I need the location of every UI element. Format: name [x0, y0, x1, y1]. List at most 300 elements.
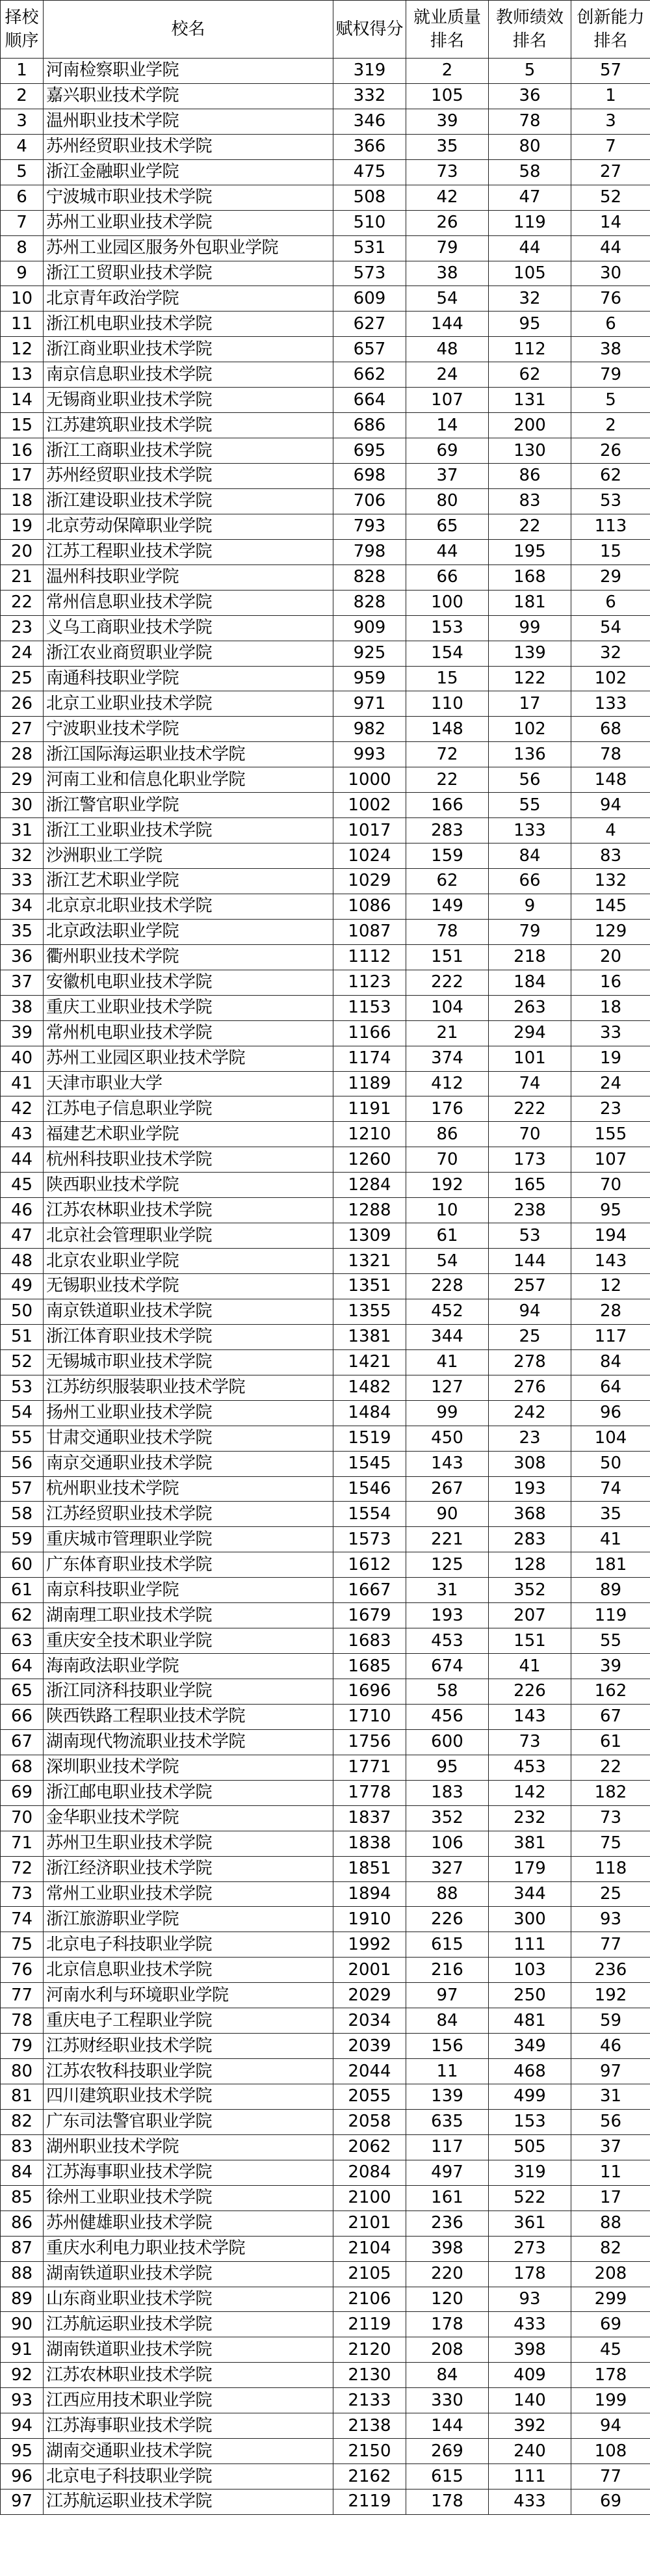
innovation-rank-cell: 208: [571, 2261, 650, 2287]
score-cell: 1309: [333, 1223, 406, 1249]
table-row: [1, 717, 650, 742]
table-row: [1, 1502, 650, 1527]
rank-cell: 15: [1, 413, 44, 438]
employment-rank-cell: 84: [406, 2363, 489, 2388]
innovation-rank-cell: 68: [571, 717, 650, 742]
rank-cell: 3: [1, 109, 44, 134]
employment-rank-cell: 78: [406, 919, 489, 944]
teacher-rank-cell: 103: [489, 1958, 571, 1983]
score-cell: 1210: [333, 1122, 406, 1147]
school-name-cell: 湖南现代物流职业技术学院: [44, 1729, 333, 1755]
teacher-rank-cell: 25: [489, 1324, 571, 1349]
score-cell: 2055: [333, 2084, 406, 2110]
school-name-cell: 深圳职业技术学院: [44, 1755, 333, 1780]
rank-cell: 26: [1, 691, 44, 717]
table-row: [1, 1096, 650, 1122]
rank-cell: 69: [1, 1780, 44, 1805]
employment-rank-cell: 58: [406, 1679, 489, 1705]
score-cell: 706: [333, 488, 406, 514]
teacher-rank-cell: 32: [489, 286, 571, 312]
innovation-rank-cell: 89: [571, 1578, 650, 1603]
innovation-rank-cell: 14: [571, 210, 650, 235]
teacher-rank-cell: 5: [489, 59, 571, 84]
innovation-rank-cell: 83: [571, 843, 650, 869]
innovation-rank-cell: 55: [571, 1628, 650, 1654]
score-cell: 1573: [333, 1527, 406, 1552]
score-cell: 2130: [333, 2363, 406, 2388]
score-cell: 828: [333, 564, 406, 590]
rank-cell: 40: [1, 1046, 44, 1071]
rank-cell: 60: [1, 1552, 44, 1578]
school-name-cell: 北京信息职业技术学院: [44, 1958, 333, 1983]
rank-cell: 66: [1, 1704, 44, 1729]
score-cell: 1189: [333, 1071, 406, 1096]
employment-rank-cell: 452: [406, 1299, 489, 1324]
innovation-rank-cell: 31: [571, 2084, 650, 2110]
school-name-cell: 浙江警官职业学院: [44, 793, 333, 818]
innovation-rank-cell: 73: [571, 1805, 650, 1831]
innovation-rank-cell: 28: [571, 1299, 650, 1324]
employment-rank-cell: 398: [406, 2236, 489, 2261]
rank-cell: 38: [1, 995, 44, 1020]
teacher-rank-cell: 84: [489, 843, 571, 869]
school-name-cell: 浙江体育职业技术学院: [44, 1324, 333, 1349]
innovation-rank-cell: 84: [571, 1349, 650, 1375]
innovation-rank-cell: 95: [571, 1198, 650, 1223]
rank-cell: 13: [1, 362, 44, 388]
rank-cell: 83: [1, 2134, 44, 2160]
employment-rank-cell: 41: [406, 1349, 489, 1375]
employment-rank-cell: 374: [406, 1046, 489, 1071]
score-cell: 925: [333, 641, 406, 666]
rank-cell: 68: [1, 1755, 44, 1780]
teacher-rank-cell: 226: [489, 1679, 571, 1705]
rank-cell: 32: [1, 843, 44, 869]
teacher-rank-cell: 468: [489, 2059, 571, 2084]
innovation-rank-cell: 45: [571, 2337, 650, 2363]
innovation-rank-cell: 75: [571, 1831, 650, 1856]
school-name-cell: 江苏农林职业技术学院: [44, 2363, 333, 2388]
score-cell: 2100: [333, 2185, 406, 2211]
teacher-rank-cell: 308: [489, 1451, 571, 1476]
employment-rank-cell: 344: [406, 1324, 489, 1349]
table-row: [1, 210, 650, 235]
employment-rank-cell: 26: [406, 210, 489, 235]
school-name-cell: 南通科技职业学院: [44, 666, 333, 691]
teacher-rank-cell: 273: [489, 2236, 571, 2261]
score-cell: 531: [333, 235, 406, 261]
teacher-rank-cell: 83: [489, 488, 571, 514]
score-cell: 1002: [333, 793, 406, 818]
rank-cell: 64: [1, 1654, 44, 1679]
score-cell: 2105: [333, 2261, 406, 2287]
school-name-cell: 江苏农林职业技术学院: [44, 1198, 333, 1223]
employment-rank-cell: 37: [406, 464, 489, 489]
school-name-cell: 南京交通职业技术学院: [44, 1451, 333, 1476]
innovation-rank-cell: 27: [571, 159, 650, 185]
employment-rank-cell: 497: [406, 2160, 489, 2185]
teacher-rank-cell: 232: [489, 1805, 571, 1831]
teacher-rank-cell: 276: [489, 1375, 571, 1400]
innovation-rank-cell: 16: [571, 970, 650, 995]
rank-cell: 59: [1, 1527, 44, 1552]
rank-cell: 2: [1, 83, 44, 109]
rank-cell: 74: [1, 1907, 44, 1932]
teacher-rank-cell: 17: [489, 691, 571, 717]
table-row: [1, 109, 650, 134]
innovation-rank-cell: 22: [571, 1755, 650, 1780]
employment-rank-cell: 14: [406, 413, 489, 438]
school-name-cell: 南京科技职业学院: [44, 1578, 333, 1603]
rank-cell: 67: [1, 1729, 44, 1755]
innovation-rank-cell: 182: [571, 1780, 650, 1805]
rank-cell: 23: [1, 615, 44, 641]
table-row: [1, 1907, 650, 1932]
score-cell: 2044: [333, 2059, 406, 2084]
employment-rank-cell: 139: [406, 2084, 489, 2110]
score-cell: 1288: [333, 1198, 406, 1223]
school-name-cell: 浙江同济科技职业学院: [44, 1679, 333, 1705]
employment-rank-cell: 178: [406, 2490, 489, 2515]
table-row: [1, 2337, 650, 2363]
teacher-rank-cell: 165: [489, 1173, 571, 1198]
innovation-rank-cell: 57: [571, 59, 650, 84]
innovation-rank-cell: 17: [571, 2185, 650, 2211]
table-row: [1, 2363, 650, 2388]
teacher-rank-cell: 361: [489, 2211, 571, 2236]
score-cell: 346: [333, 109, 406, 134]
teacher-rank-cell: 173: [489, 1147, 571, 1173]
employment-rank-cell: 192: [406, 1173, 489, 1198]
school-name-cell: 北京京北职业技术学院: [44, 894, 333, 919]
rank-cell: 61: [1, 1578, 44, 1603]
teacher-rank-cell: 41: [489, 1654, 571, 1679]
school-name-cell: 福建艺术职业学院: [44, 1122, 333, 1147]
rank-cell: 77: [1, 1983, 44, 2008]
teacher-rank-cell: 111: [489, 2464, 571, 2490]
employment-rank-cell: 148: [406, 717, 489, 742]
employment-rank-cell: 79: [406, 235, 489, 261]
teacher-rank-cell: 80: [489, 134, 571, 159]
rank-cell: 54: [1, 1400, 44, 1426]
score-cell: 1756: [333, 1729, 406, 1755]
innovation-rank-cell: 194: [571, 1223, 650, 1249]
score-cell: 332: [333, 83, 406, 109]
teacher-rank-cell: 179: [489, 1856, 571, 1881]
rank-cell: 4: [1, 134, 44, 159]
table-row: [1, 1020, 650, 1046]
table-row: [1, 2185, 650, 2211]
school-name-cell: 义乌工商职业技术学院: [44, 615, 333, 641]
employment-rank-cell: 105: [406, 83, 489, 109]
school-name-cell: 苏州经贸职业技术学院: [44, 134, 333, 159]
school-name-cell: 北京电子科技职业学院: [44, 1932, 333, 1958]
teacher-rank-cell: 73: [489, 1729, 571, 1755]
innovation-rank-cell: 155: [571, 1122, 650, 1147]
employment-rank-cell: 35: [406, 134, 489, 159]
teacher-rank-cell: 136: [489, 742, 571, 767]
employment-rank-cell: 153: [406, 615, 489, 641]
table-row: [1, 1400, 650, 1426]
table-row: [1, 869, 650, 894]
employment-rank-cell: 104: [406, 995, 489, 1020]
score-cell: 609: [333, 286, 406, 312]
innovation-rank-cell: 129: [571, 919, 650, 944]
table-row: [1, 286, 650, 312]
innovation-rank-cell: 53: [571, 488, 650, 514]
table-row: [1, 1249, 650, 1274]
innovation-rank-cell: 15: [571, 539, 650, 564]
score-cell: 1679: [333, 1603, 406, 1628]
employment-rank-cell: 159: [406, 843, 489, 869]
score-cell: 2062: [333, 2134, 406, 2160]
innovation-rank-cell: 35: [571, 1502, 650, 1527]
innovation-rank-cell: 38: [571, 337, 650, 362]
school-name-cell: 安徽机电职业技术学院: [44, 970, 333, 995]
table-row: [1, 2490, 650, 2515]
score-cell: 1837: [333, 1805, 406, 1831]
score-cell: 2039: [333, 2034, 406, 2059]
innovation-rank-cell: 143: [571, 1249, 650, 1274]
school-name-cell: 衢州职业技术学院: [44, 944, 333, 970]
school-name-cell: 海南政法职业学院: [44, 1654, 333, 1679]
teacher-rank-cell: 283: [489, 1527, 571, 1552]
teacher-rank-cell: 181: [489, 590, 571, 615]
employment-rank-cell: 615: [406, 1932, 489, 1958]
table-row: [1, 488, 650, 514]
table-row: [1, 944, 650, 970]
rank-cell: 18: [1, 488, 44, 514]
score-cell: 508: [333, 185, 406, 210]
employment-rank-cell: 183: [406, 1780, 489, 1805]
score-cell: 1484: [333, 1400, 406, 1426]
table-row: [1, 970, 650, 995]
innovation-rank-cell: 199: [571, 2388, 650, 2413]
school-name-cell: 四川建筑职业技术学院: [44, 2084, 333, 2110]
employment-rank-cell: 97: [406, 1983, 489, 2008]
score-cell: 959: [333, 666, 406, 691]
teacher-rank-cell: 392: [489, 2413, 571, 2439]
employment-rank-cell: 674: [406, 1654, 489, 1679]
employment-rank-cell: 24: [406, 362, 489, 388]
employment-rank-cell: 220: [406, 2261, 489, 2287]
employment-rank-cell: 88: [406, 1881, 489, 1907]
innovation-rank-cell: 50: [571, 1451, 650, 1476]
school-name-cell: 重庆电子工程职业学院: [44, 2008, 333, 2034]
teacher-rank-cell: 130: [489, 438, 571, 464]
school-name-cell: 北京工业职业技术学院: [44, 691, 333, 717]
school-name-cell: 北京农业职业学院: [44, 1249, 333, 1274]
teacher-rank-cell: 344: [489, 1881, 571, 1907]
school-name-cell: 江苏财经职业技术学院: [44, 2034, 333, 2059]
innovation-rank-cell: 82: [571, 2236, 650, 2261]
score-cell: 1554: [333, 1502, 406, 1527]
table-row: [1, 767, 650, 793]
score-cell: 2104: [333, 2236, 406, 2261]
rank-cell: 28: [1, 742, 44, 767]
employment-rank-cell: 127: [406, 1375, 489, 1400]
rank-cell: 93: [1, 2388, 44, 2413]
table-row: [1, 1958, 650, 1983]
teacher-rank-cell: 433: [489, 2490, 571, 2515]
table-row: [1, 1780, 650, 1805]
school-name-cell: 江苏航运职业技术学院: [44, 2490, 333, 2515]
header-employment: 就业质量排名: [406, 1, 489, 59]
table-row: [1, 438, 650, 464]
score-cell: 2106: [333, 2287, 406, 2312]
header-rank: 择校顺序: [1, 1, 44, 59]
table-row: [1, 1679, 650, 1705]
rank-cell: 25: [1, 666, 44, 691]
employment-rank-cell: 62: [406, 869, 489, 894]
teacher-rank-cell: 193: [489, 1476, 571, 1502]
employment-rank-cell: 154: [406, 641, 489, 666]
teacher-rank-cell: 70: [489, 1122, 571, 1147]
employment-rank-cell: 143: [406, 1451, 489, 1476]
rank-cell: 44: [1, 1147, 44, 1173]
rank-cell: 53: [1, 1375, 44, 1400]
school-name-cell: 湖州职业技术学院: [44, 2134, 333, 2160]
table-body: [1, 59, 650, 2515]
employment-rank-cell: 228: [406, 1274, 489, 1299]
employment-rank-cell: 72: [406, 742, 489, 767]
innovation-rank-cell: 74: [571, 1476, 650, 1502]
employment-rank-cell: 216: [406, 1958, 489, 1983]
table-row: [1, 1274, 650, 1299]
teacher-rank-cell: 53: [489, 1223, 571, 1249]
school-name-cell: 北京政法职业学院: [44, 919, 333, 944]
score-cell: 1838: [333, 1831, 406, 1856]
table-row: [1, 2261, 650, 2287]
rank-cell: 27: [1, 717, 44, 742]
innovation-rank-cell: 6: [571, 312, 650, 337]
teacher-rank-cell: 112: [489, 337, 571, 362]
innovation-rank-cell: 162: [571, 1679, 650, 1705]
table-row: [1, 2439, 650, 2464]
table-row: [1, 1375, 650, 1400]
table-row: [1, 995, 650, 1020]
score-cell: 2119: [333, 2312, 406, 2337]
innovation-rank-cell: 5: [571, 388, 650, 413]
employment-rank-cell: 635: [406, 2109, 489, 2134]
school-name-cell: 杭州科技职业技术学院: [44, 1147, 333, 1173]
teacher-rank-cell: 242: [489, 1400, 571, 1426]
innovation-rank-cell: 102: [571, 666, 650, 691]
score-cell: 1174: [333, 1046, 406, 1071]
school-name-cell: 无锡商业职业技术学院: [44, 388, 333, 413]
score-cell: 1260: [333, 1147, 406, 1173]
school-name-cell: 浙江金融职业学院: [44, 159, 333, 185]
header-name: 校名: [44, 1, 333, 59]
table-row: [1, 666, 650, 691]
teacher-rank-cell: 481: [489, 2008, 571, 2034]
table-row: [1, 1805, 650, 1831]
employment-rank-cell: 84: [406, 2008, 489, 2034]
school-name-cell: 南京铁道职业技术学院: [44, 1299, 333, 1324]
score-cell: 2101: [333, 2211, 406, 2236]
school-name-cell: 江西应用技术职业学院: [44, 2388, 333, 2413]
school-name-cell: 北京电子科技职业学院: [44, 2464, 333, 2490]
employment-rank-cell: 161: [406, 2185, 489, 2211]
employment-rank-cell: 70: [406, 1147, 489, 1173]
score-cell: 686: [333, 413, 406, 438]
teacher-rank-cell: 44: [489, 235, 571, 261]
table-row: [1, 2084, 650, 2110]
employment-rank-cell: 95: [406, 1755, 489, 1780]
teacher-rank-cell: 99: [489, 615, 571, 641]
innovation-rank-cell: 20: [571, 944, 650, 970]
score-cell: 828: [333, 590, 406, 615]
score-cell: 366: [333, 134, 406, 159]
school-name-cell: 金华职业技术学院: [44, 1805, 333, 1831]
school-name-cell: 苏州经贸职业技术学院: [44, 464, 333, 489]
employment-rank-cell: 15: [406, 666, 489, 691]
employment-rank-cell: 221: [406, 1527, 489, 1552]
innovation-rank-cell: 19: [571, 1046, 650, 1071]
rank-cell: 8: [1, 235, 44, 261]
table-row: [1, 1552, 650, 1578]
score-cell: 1685: [333, 1654, 406, 1679]
rank-cell: 29: [1, 767, 44, 793]
school-name-cell: 浙江农业商贸职业学院: [44, 641, 333, 666]
header-innovation: 创新能力排名: [571, 1, 650, 59]
rank-cell: 58: [1, 1502, 44, 1527]
school-name-cell: 湖南交通职业技术学院: [44, 2439, 333, 2464]
score-cell: 475: [333, 159, 406, 185]
innovation-rank-cell: 236: [571, 1958, 650, 1983]
table-row: [1, 691, 650, 717]
innovation-rank-cell: 32: [571, 641, 650, 666]
employment-rank-cell: 144: [406, 2413, 489, 2439]
score-cell: 2150: [333, 2439, 406, 2464]
score-cell: 1321: [333, 1249, 406, 1274]
table-row: [1, 464, 650, 489]
table-row: [1, 1755, 650, 1780]
employment-rank-cell: 144: [406, 312, 489, 337]
teacher-rank-cell: 22: [489, 514, 571, 539]
score-cell: 1667: [333, 1578, 406, 1603]
rank-cell: 70: [1, 1805, 44, 1831]
school-name-cell: 浙江商业职业技术学院: [44, 337, 333, 362]
employment-rank-cell: 61: [406, 1223, 489, 1249]
rank-cell: 12: [1, 337, 44, 362]
innovation-rank-cell: 24: [571, 1071, 650, 1096]
school-name-cell: 苏州卫生职业技术学院: [44, 1831, 333, 1856]
teacher-rank-cell: 78: [489, 109, 571, 134]
rank-cell: 94: [1, 2413, 44, 2439]
score-cell: 573: [333, 261, 406, 286]
innovation-rank-cell: 54: [571, 615, 650, 641]
rank-cell: 65: [1, 1679, 44, 1705]
rank-cell: 73: [1, 1881, 44, 1907]
table-row: [1, 1654, 650, 1679]
score-cell: 2029: [333, 1983, 406, 2008]
rank-cell: 63: [1, 1628, 44, 1654]
teacher-rank-cell: 178: [489, 2261, 571, 2287]
table-row: [1, 1122, 650, 1147]
employment-rank-cell: 69: [406, 438, 489, 464]
table-row: [1, 2134, 650, 2160]
school-name-cell: 无锡城市职业技术学院: [44, 1349, 333, 1375]
score-cell: 2084: [333, 2160, 406, 2185]
rank-cell: 22: [1, 590, 44, 615]
table-row: [1, 641, 650, 666]
table-row: [1, 1932, 650, 1958]
rank-cell: 48: [1, 1249, 44, 1274]
innovation-rank-cell: 1: [571, 83, 650, 109]
innovation-rank-cell: 70: [571, 1173, 650, 1198]
school-name-cell: 浙江工贸职业技术学院: [44, 261, 333, 286]
